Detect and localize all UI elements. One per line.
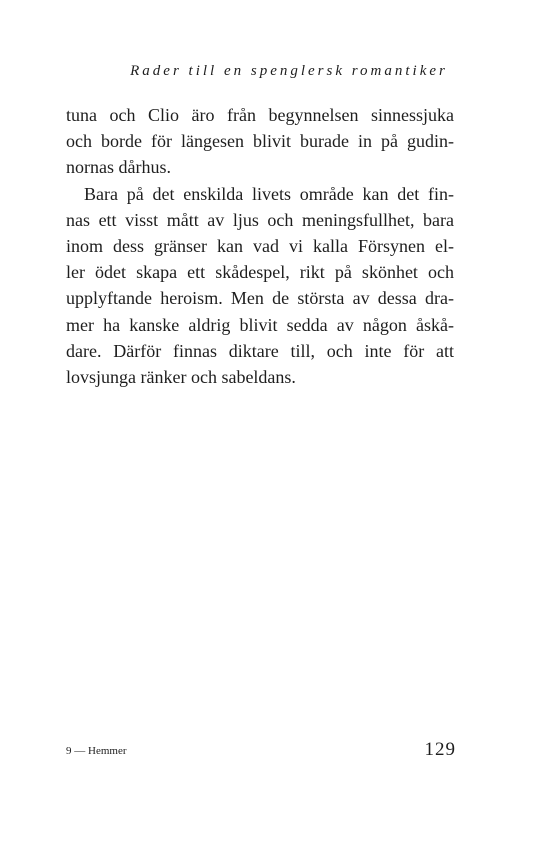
text-line: upplyftande heroism. Men de största av dessa dra- [66, 288, 454, 309]
text-line: inom dess gränser kan vad vi kalla Försynen el- [66, 236, 454, 257]
text-line: ler ödet skapa ett skådespel, rikt på skönhet och [66, 262, 454, 283]
running-head: Rader till en spenglersk romantiker [130, 63, 448, 79]
text-line: nornas dårhus. [66, 157, 171, 178]
text-line: och borde för längesen blivit burade in på gudin- [66, 131, 454, 152]
body-text [66, 102, 454, 390]
page-number: 129 [424, 739, 456, 760]
signature-mark: 9 — Hemmer [66, 745, 127, 757]
text-line: Bara på det enskilda livets område kan det fin- [84, 183, 454, 204]
text-line: dare. Därför finnas diktare till, och inte för att [66, 340, 454, 361]
text-line: nas ett visst mått av ljus och meningsfullhet, bara [66, 209, 454, 230]
text-line: mer ha kanske aldrig blivit sedda av någon åskå- [66, 314, 454, 335]
text-line: lovsjunga ränker och sabeldans. [66, 367, 296, 388]
text-line: tuna och Clio äro från begynnelsen sinnessjuka [66, 105, 454, 125]
